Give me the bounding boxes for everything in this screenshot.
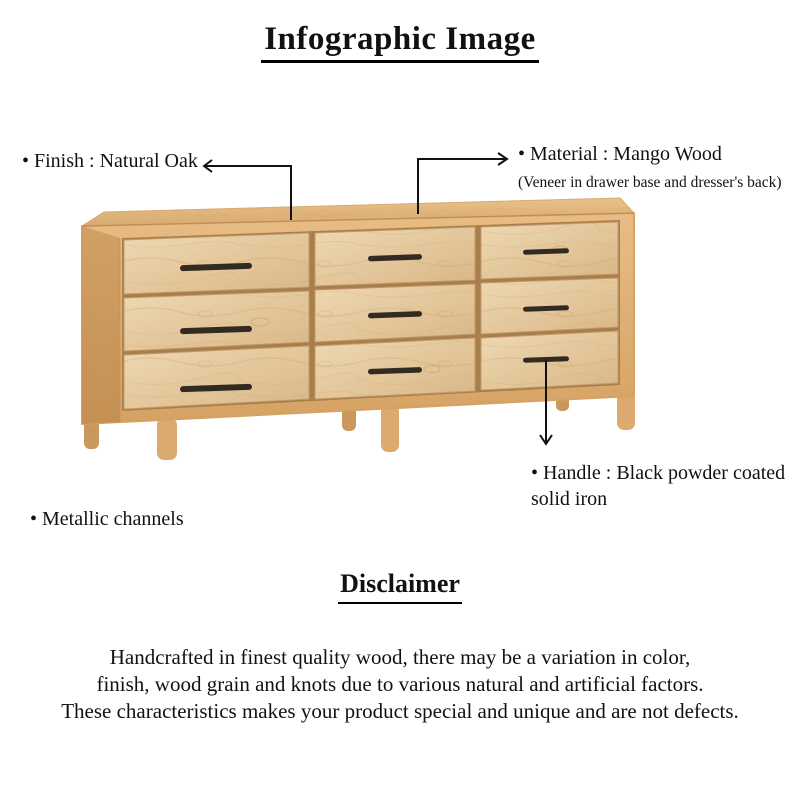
metallic-channels-label: • Metallic channels xyxy=(30,508,184,530)
disclaimer-line: Handcrafted in finest quality wood, there may be a variation in color, xyxy=(109,645,691,669)
disclaimer-text xyxy=(0,644,800,725)
page-title xyxy=(0,21,800,63)
material-label: • Material : Mango Wood xyxy=(518,143,722,165)
page-title-text: Infographic Image xyxy=(261,21,539,63)
disclaimer-line: These characteristics makes your product special and unique and are not defects. xyxy=(61,699,739,723)
drawer xyxy=(124,346,309,409)
dresser-side-panel xyxy=(82,226,120,424)
disclaimer-heading-text: Disclaimer xyxy=(338,569,462,604)
handle-label-line2: solid iron xyxy=(531,488,608,510)
disclaimer-line: finish, wood grain and knots due to various natural and artificial factors. xyxy=(96,672,704,696)
finish-label: • Finish : Natural Oak xyxy=(22,150,198,172)
drawer xyxy=(124,233,309,294)
handle-label xyxy=(531,460,791,512)
material-note: (Veneer in drawer base and dresser's back) xyxy=(518,174,782,191)
disclaimer-heading xyxy=(0,569,800,604)
handle-label-line1: • Handle : Black powder coated xyxy=(531,462,786,484)
drawer xyxy=(124,291,309,351)
